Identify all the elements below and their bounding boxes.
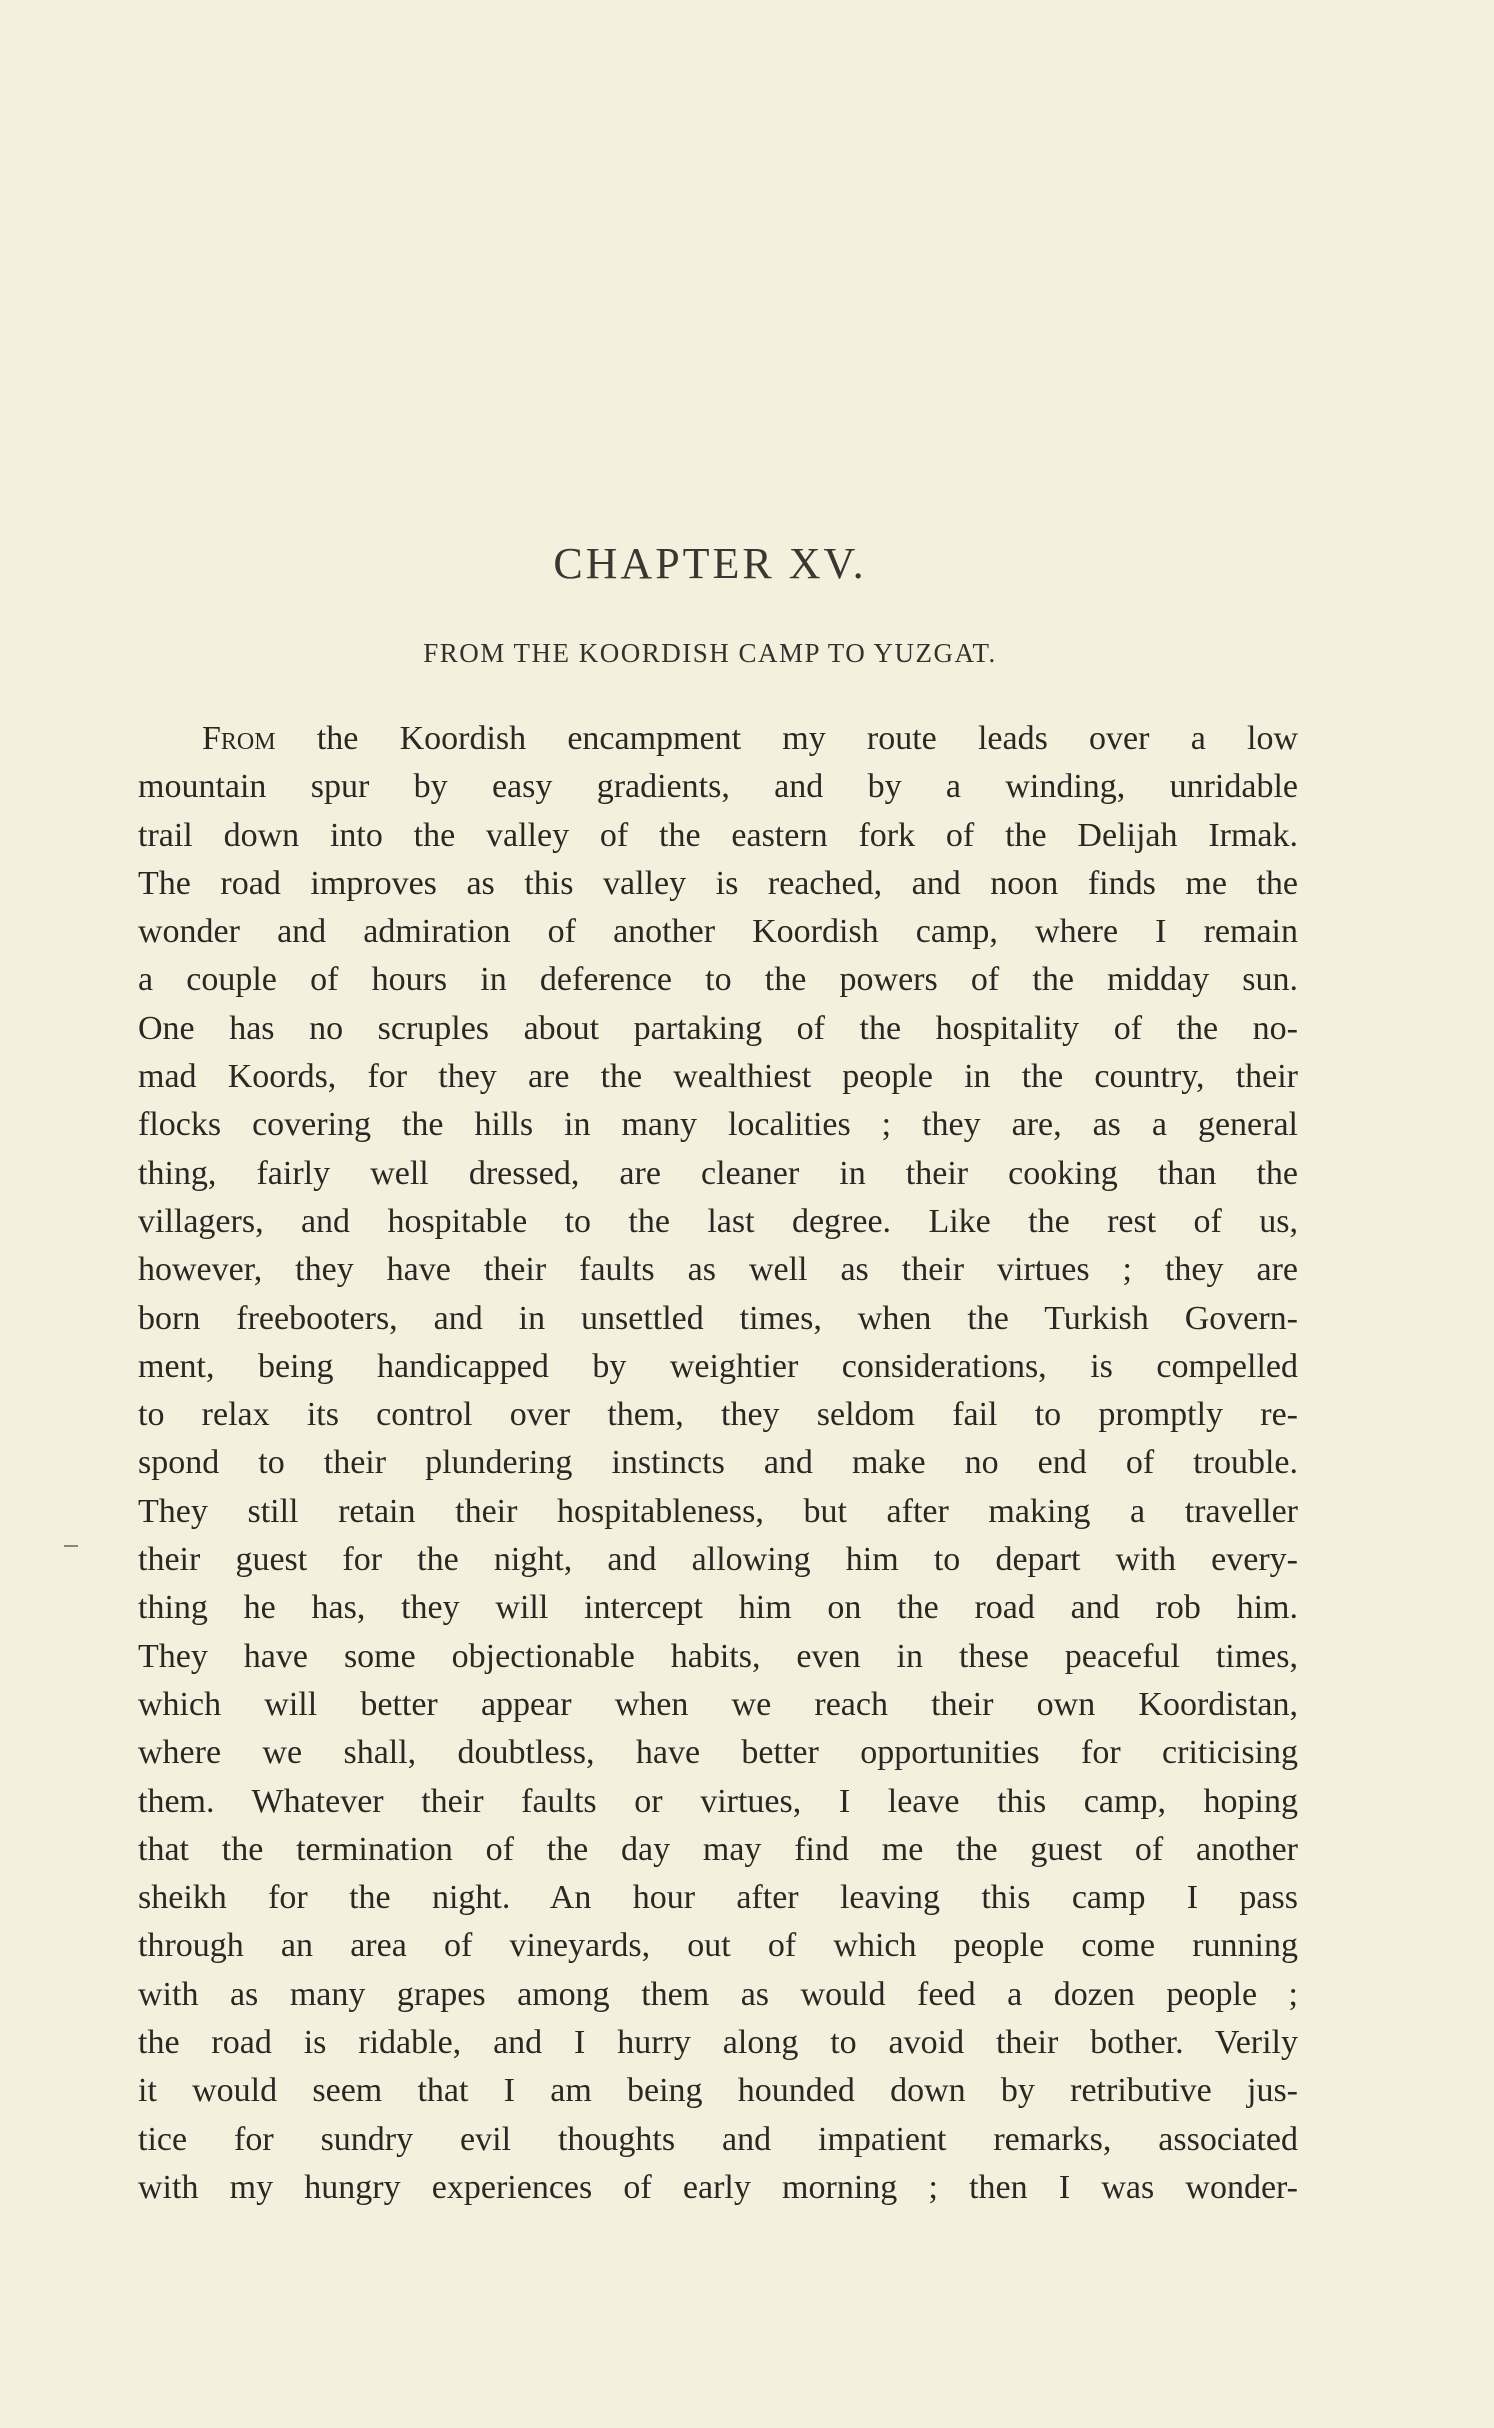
text-line: They have some objectionable habits, even in these peaceful times, (138, 1637, 1298, 1675)
chapter-subtitle: FROM THE KOORDISH CAMP TO YUZGAT. (423, 638, 997, 668)
text-line: thing he has, they will intercept him on the road and rob him. (138, 1589, 1298, 1627)
text-line: where we shall, doubtless, have better opportunities for criticising (138, 1734, 1298, 1772)
text-line: with as many grapes among them as would feed a dozen people ; (138, 1975, 1298, 2013)
text-line: with my hungry experiences of early morning ; then I was wonder- (138, 2168, 1298, 2206)
text-line: mountain spur by easy gradients, and by a winding, unridable (138, 768, 1298, 806)
text-line: it would seem that I am being hounded down by retributive jus- (138, 2072, 1298, 2110)
text-line: the road is ridable, and I hurry along to avoid their bother. Verily (138, 2024, 1298, 2062)
text-line: ment, being handicapped by weightier considerations, is compelled (138, 1347, 1298, 1385)
first-line-text: the Koordish encampment my route leads over a low (316, 720, 1298, 757)
text-line: a couple of hours in deference to the powers of the midday sun. (138, 961, 1298, 999)
body-text (138, 715, 1298, 2212)
text-line: The road improves as this valley is reached, and noon finds me the (138, 864, 1298, 902)
text-line: wonder and admiration of another Koordish camp, where I remain (138, 913, 1298, 951)
text-line: them. Whatever their faults or virtues, I leave this camp, hoping (138, 1782, 1298, 1820)
text-line: born freebooters, and in unsettled times, when the Turkish Govern- (138, 1299, 1298, 1337)
text-line: flocks covering the hills in many localities ; they are, as a general (138, 1106, 1298, 1144)
drop-word: From (202, 720, 276, 757)
text-line: through an area of vineyards, out of which people come running (138, 1927, 1298, 1965)
text-line (138, 715, 1298, 763)
text-line: One has no scruples about partaking of the hospitality of the no- (138, 1009, 1298, 1047)
text-line: which will better appear when we reach their own Koordistan, (138, 1685, 1298, 1723)
text-line: tice for sundry evil thoughts and impatient remarks, associated (138, 2120, 1298, 2158)
text-line: They still retain their hospitableness, but after making a traveller (138, 1492, 1298, 1530)
text-line: trail down into the valley of the eastern fork of the Delijah Irmak. (138, 816, 1298, 854)
text-line: that the termination of the day may find me the guest of another (138, 1830, 1298, 1868)
margin-mark (64, 1545, 78, 1547)
text-line: thing, fairly well dressed, are cleaner in their cooking than the (138, 1154, 1298, 1192)
text-line: to relax its control over them, they seldom fail to promptly re- (138, 1396, 1298, 1434)
text-line: spond to their plundering instincts and make no end of trouble. (138, 1444, 1298, 1482)
text-line: their guest for the night, and allowing him to depart with every- (138, 1541, 1298, 1579)
chapter-title: CHAPTER XV. (553, 539, 867, 588)
text-line: however, they have their faults as well as their virtues ; they are (138, 1251, 1298, 1289)
text-line: mad Koords, for they are the wealthiest people in the country, their (138, 1058, 1298, 1096)
text-line: sheikh for the night. An hour after leaving this camp I pass (138, 1879, 1298, 1917)
text-line: villagers, and hospitable to the last degree. Like the rest of us, (138, 1202, 1298, 1240)
